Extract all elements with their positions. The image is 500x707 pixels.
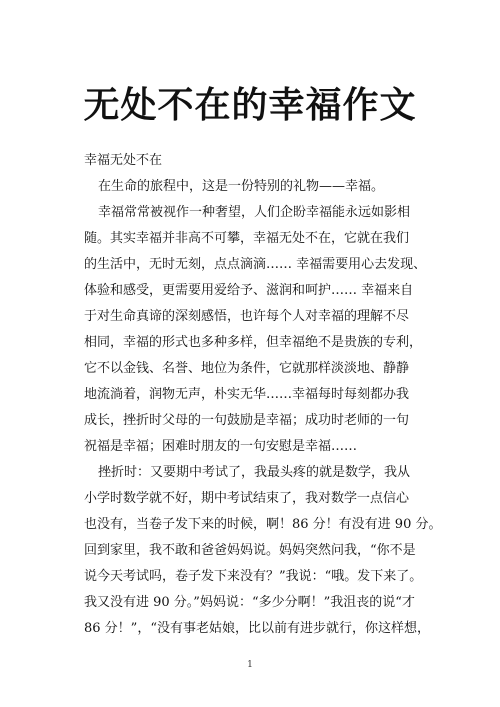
paragraph-line: 也没有，当卷子发下来的时候，啊！86 分！有没有进 90 分。 bbox=[84, 517, 442, 532]
paragraph-line: 在生命的旅程中，这是一份特别的礼物——幸福。 bbox=[98, 179, 385, 194]
document-title: 无处不在的幸福作文 bbox=[83, 84, 417, 126]
paragraph-line: 我又没有进 90 分。”妈妈说：“多少分啊！”我沮丧的说“才 bbox=[84, 595, 415, 610]
paragraph-line: 相同，幸福的形式也多种多样，但幸福绝不是贵族的专利， bbox=[84, 335, 423, 350]
paragraph-line: 成长，挫折时父母的一句鼓励是幸福；成功时老师的一句 bbox=[84, 413, 410, 428]
paragraph-line: 的生活中，无时无刻，点点滴滴…… 幸福需要用心去发现、 bbox=[84, 257, 427, 272]
paragraph-line: 挫折时：又要期中考试了，我最头疼的就是数学，我从 bbox=[98, 465, 411, 480]
subheading: 幸福无处不在 bbox=[84, 153, 163, 168]
paragraph-line: 它不以金钱、名誉、地位为条件，它就那样淡淡地、静静 bbox=[84, 361, 410, 376]
paragraph-line: 幸福常常被视作一种奢望，人们企盼幸福能永远如影相 bbox=[98, 205, 411, 220]
page-number: 1 bbox=[247, 660, 253, 670]
paragraph-line: 86 分！”，“没有事老姑娘，比以前有进步就行，你这样想， bbox=[84, 621, 430, 636]
paragraph-line: 说今天考试吗，卷子发下来没有？”我说：“哦。发下来了。 bbox=[84, 569, 423, 584]
paragraph-line: 小学时数学就不好，期中考试结束了，我对数学一点信心 bbox=[84, 491, 410, 506]
paragraph-line: 于对生命真谛的深刻感悟，也许每个人对幸福的理解不尽 bbox=[84, 309, 410, 324]
paragraph-line: 祝福是幸福；困难时朋友的一句安慰是幸福…… bbox=[84, 439, 358, 454]
paragraph-line: 回到家里，我不敢和爸爸妈妈说。妈妈突然问我，“你不是 bbox=[84, 543, 416, 558]
document-body bbox=[84, 148, 444, 642]
paragraph-line: 地流淌着，润物无声，朴实无华……幸福每时每刻都办我 bbox=[84, 387, 410, 402]
paragraph-line: 随。其实幸福并非高不可攀，幸福无处不在，它就在我们 bbox=[84, 231, 410, 246]
paragraph-line: 体验和感受，更需要用爱给予、滋润和呵护…… 幸福来自 bbox=[84, 283, 414, 298]
